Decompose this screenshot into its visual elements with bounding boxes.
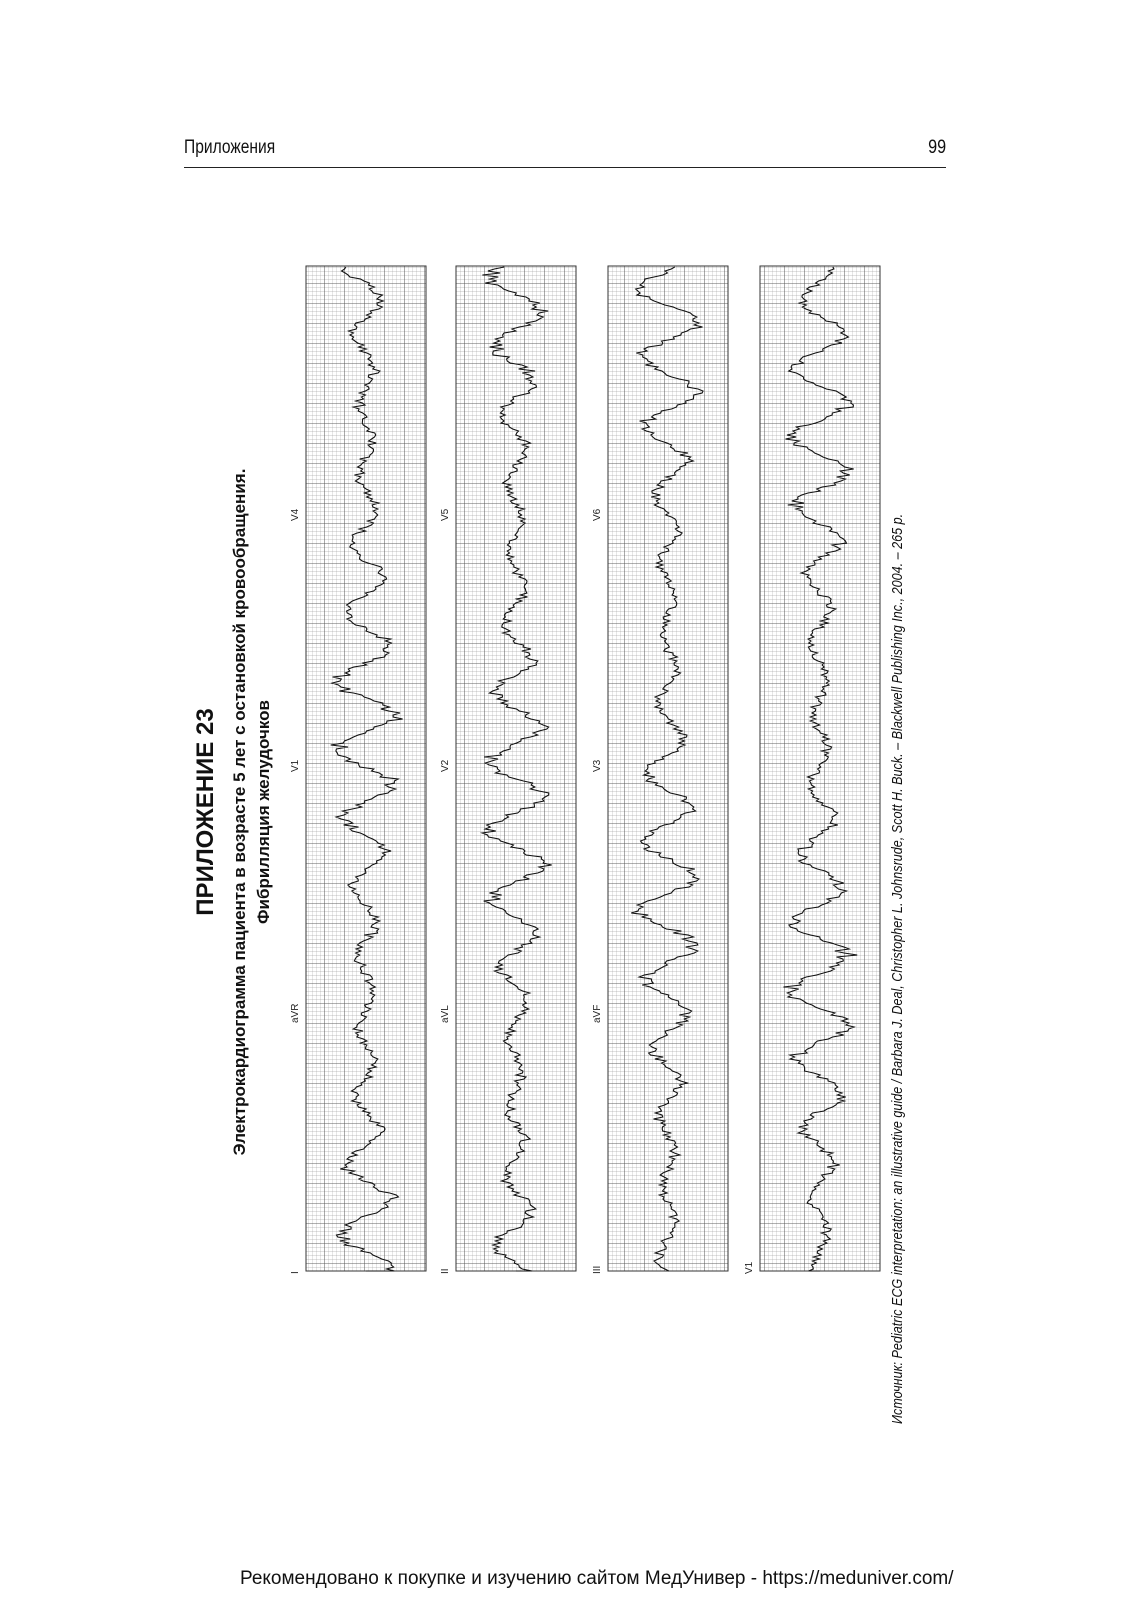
appendix-title: ПРИЛОЖЕНИЕ 23 — [192, 708, 219, 916]
lead-label: aVF — [592, 1004, 603, 1023]
footer-recommendation: Рекомендовано к покупке и изучению сайтом МедУнивер - https://meduniver.com/ — [240, 1568, 954, 1589]
lead-label: V3 — [592, 759, 603, 772]
figure-subcaption: Фибрилляция желудочков — [254, 700, 273, 924]
lead-label: V5 — [440, 508, 451, 521]
ecg-grid-strip — [456, 266, 576, 1271]
lead-label: aVR — [290, 1003, 301, 1023]
ecg-tracing — [184, 200, 924, 1424]
running-head — [184, 131, 946, 168]
lead-label: II — [440, 1268, 451, 1274]
lead-label: V4 — [290, 508, 301, 521]
lead-label: V2 — [440, 759, 451, 772]
section-title: Приложения — [184, 137, 276, 158]
lead-label: III — [592, 1265, 603, 1274]
ecg-grid-strip — [306, 266, 426, 1271]
ecg-grid-strip — [760, 266, 880, 1271]
ecg-grid-strip — [608, 266, 728, 1271]
lead-label: V1 — [290, 759, 301, 772]
source-citation: Источник: Pediatric ECG interpretation: an illustrative guide / Barbara J. Deal, Christopher L. Johnsrude, Scott H. Buck. – Blackwell Publishing Inc., 2004. – 265 p. — [889, 513, 906, 1424]
lead-label: V1 — [744, 1261, 755, 1274]
lead-label: V6 — [592, 508, 603, 521]
lead-label: aVL — [440, 1005, 451, 1023]
figure-caption: Электрокардиограмма пациента в возрасте 5 лет с остановкой кровообращения. — [230, 468, 249, 1156]
lead-label: I — [290, 1271, 301, 1274]
page-number: 99 — [928, 137, 946, 158]
rotated-figure — [184, 200, 924, 1424]
